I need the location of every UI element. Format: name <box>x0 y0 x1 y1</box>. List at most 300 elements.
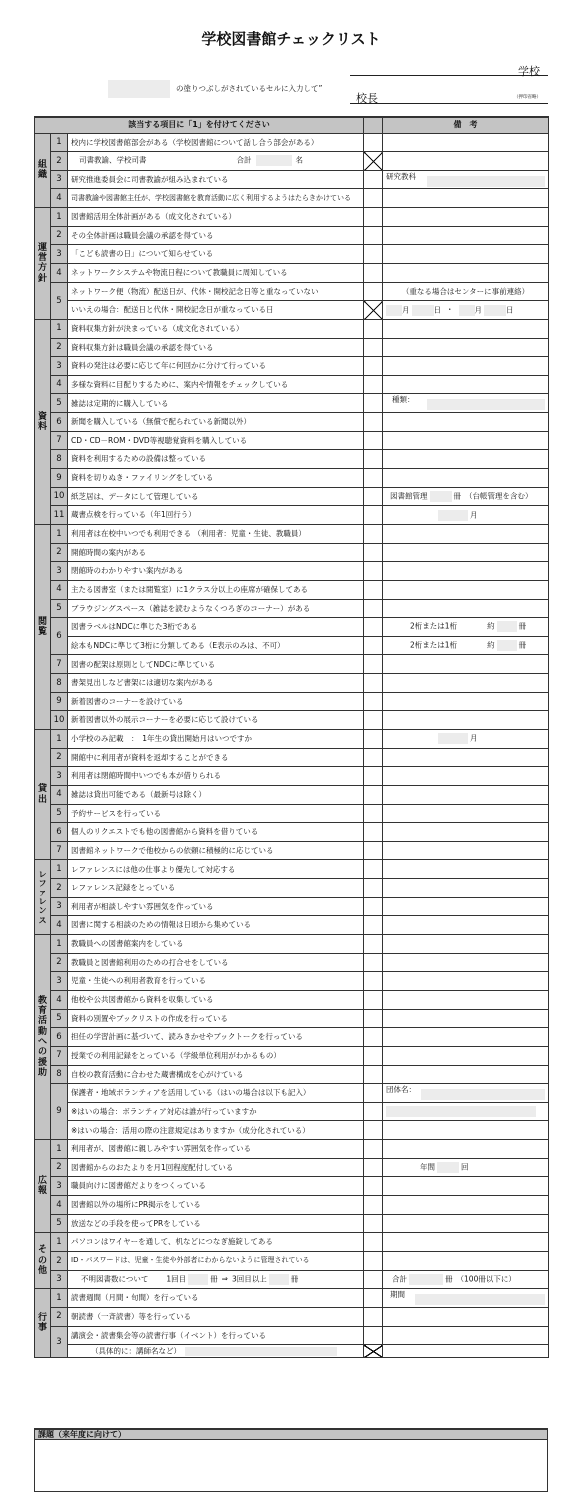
table-row <box>35 189 549 208</box>
group-name-label: 団体名： <box>386 1084 417 1094</box>
mark-cell[interactable] <box>364 245 383 264</box>
row-item: 図書館活用全体計画がある（成文化されている） <box>68 208 364 227</box>
missing-total-input[interactable] <box>409 1274 443 1285</box>
row-item: 書架見出しなど書架には適切な案内がある <box>68 674 364 693</box>
note-cell <box>383 599 549 618</box>
note-cell <box>383 1214 549 1233</box>
note-cell <box>383 431 549 450</box>
mark-cell[interactable] <box>364 1289 383 1308</box>
mark-cell[interactable] <box>364 263 383 282</box>
lending-start-month-input[interactable] <box>438 733 468 744</box>
note-cell <box>383 1121 549 1140</box>
row-item: レファレンス記録をとっている <box>68 879 364 898</box>
mark-cell[interactable] <box>364 319 383 338</box>
table-row <box>35 748 549 767</box>
mark-cell[interactable] <box>364 1270 383 1289</box>
row-item: 教職員と図書館利用のための打合せをしている <box>68 953 364 972</box>
note-cell <box>383 674 549 693</box>
row-item: 他校や公共図書館から資料を収集している <box>68 990 364 1009</box>
row-number: 2 <box>51 879 68 898</box>
row-item: パソコンはワイヤーを通して、机などにつなぎ施錠してある <box>68 1233 364 1252</box>
table-row <box>35 245 549 264</box>
mark-cell[interactable] <box>364 1140 383 1159</box>
note-cell <box>383 953 549 972</box>
row-item <box>68 1270 364 1289</box>
table-row <box>35 636 549 655</box>
row-item: ブラウジングスペース（雑誌を読むようなくつろぎのコーナー）がある <box>68 599 364 618</box>
mark-cell[interactable] <box>364 506 383 525</box>
total-label: 合計 <box>392 1274 408 1284</box>
row-number: 1 <box>51 1289 68 1308</box>
mark-cell[interactable] <box>364 1326 383 1345</box>
mark-cell[interactable] <box>364 469 383 488</box>
note-cell <box>383 1046 549 1065</box>
row-number: 2 <box>51 1307 68 1326</box>
mark-cell[interactable] <box>364 655 383 674</box>
note-cell <box>383 990 549 1009</box>
table-row <box>35 618 549 637</box>
unit-label: 冊 <box>518 640 527 650</box>
row-number: 3 <box>51 972 68 991</box>
mark-cell[interactable] <box>364 916 383 935</box>
mark-cell[interactable] <box>364 189 383 208</box>
row-item: 資料収集方針は職員会議の承認を得ている <box>68 338 364 357</box>
month-label: 月 <box>470 510 478 520</box>
table-row <box>35 711 549 730</box>
row-item: 新聞を購入している（無償で配られている新聞以外） <box>68 413 364 432</box>
table-row <box>35 599 549 618</box>
mark-cell[interactable] <box>364 1214 383 1233</box>
row-item: 司書教諭や図書館主任が、学校図書館を教育活動に広く利用するようはたらきかけている <box>68 189 364 208</box>
note-cell <box>383 823 549 842</box>
note-cell <box>383 1307 549 1326</box>
table-row <box>35 375 549 394</box>
row-item: 資料を切りぬき・ファイリングをしている <box>68 469 364 488</box>
row-number: 7 <box>51 841 68 860</box>
note-cell <box>383 860 549 879</box>
row-item: 多様な資料に目配りするために、案内や情報をチェックしている <box>68 375 364 394</box>
row-item: レファレンスには他の仕事より優先して対応する <box>68 860 364 879</box>
table-row <box>35 506 549 525</box>
row-item: 予約サービスを行っている <box>68 804 364 823</box>
mark-cell[interactable] <box>364 1028 383 1047</box>
table-row <box>35 785 549 804</box>
section-reference: レファレンス <box>35 860 51 935</box>
note-cell <box>383 263 549 282</box>
table-row <box>35 1065 549 1084</box>
table-row <box>35 674 549 693</box>
note-cell <box>383 916 549 935</box>
mark-cell[interactable] <box>364 1196 383 1215</box>
row-item: 主たる図書室（または閲覧室）に1クラス分以上の座席が確保してある <box>68 580 364 599</box>
mark-cell[interactable] <box>364 1307 383 1326</box>
mark-cell[interactable] <box>364 357 383 376</box>
magazine-types-label: 種類： <box>392 395 415 405</box>
mark-cell[interactable] <box>364 1233 383 1252</box>
note-cell <box>383 524 549 543</box>
event-detail-input[interactable] <box>185 1347 337 1356</box>
row-number: 7 <box>51 655 68 674</box>
table-row <box>35 1028 549 1047</box>
volunteer-contact-input[interactable] <box>383 1102 549 1121</box>
row-item: 「こども読書の日」について知らせている <box>68 245 364 264</box>
mark-cell[interactable] <box>364 375 383 394</box>
table-row <box>35 730 549 749</box>
note-cell <box>383 450 549 469</box>
row-number: 9 <box>51 469 68 488</box>
mark-cell[interactable] <box>364 618 383 637</box>
month1-input[interactable] <box>386 305 402 316</box>
mark-cell[interactable] <box>364 823 383 842</box>
row-number: 1 <box>51 730 68 749</box>
note-cell <box>383 879 549 898</box>
row-number: 4 <box>51 375 68 394</box>
table-row <box>35 562 549 581</box>
table-row <box>35 1121 549 1140</box>
section-shiryo: 資料 <box>35 319 51 524</box>
mark-cell[interactable] <box>364 767 383 786</box>
row-number: 5 <box>51 599 68 618</box>
picture-book-count-input[interactable] <box>497 640 517 651</box>
research-subject-label: 研究教科 <box>386 171 417 181</box>
row-item: 利用者が、図書館に親しみやすい雰囲気を作っている <box>68 1140 364 1159</box>
mark-cell[interactable] <box>364 394 383 413</box>
row-number: 3 <box>51 1270 68 1289</box>
staff-count-input[interactable] <box>256 155 292 166</box>
row-item: 絵本もNDCに準じて3桁に分類してある（E表示のみは、不可） <box>68 636 364 655</box>
approx-label: 約 <box>487 621 495 631</box>
inventory-month-input[interactable] <box>438 510 468 521</box>
note-cell <box>383 841 549 860</box>
table-row <box>35 1270 549 1289</box>
row-item: 図書に関する相談のための情報は日頃から集めている <box>68 916 364 935</box>
month2-input[interactable] <box>459 305 475 316</box>
row-item: 図書の配架は原則としてNDCに準じている <box>68 655 364 674</box>
row-number: 2 <box>51 1251 68 1270</box>
mark-cell[interactable] <box>364 524 383 543</box>
note-cell <box>383 1158 549 1177</box>
mark-cell[interactable] <box>364 785 383 804</box>
mark-cell[interactable] <box>364 450 383 469</box>
row-number: 4 <box>51 263 68 282</box>
first-check-count-input[interactable] <box>188 1274 208 1285</box>
row-item: 図書ラベルはNDCに準じた3桁である <box>68 618 364 637</box>
mark-cell[interactable] <box>364 1102 383 1121</box>
note-cell <box>383 1289 549 1308</box>
note-cell <box>383 580 549 599</box>
row-number: 3 <box>51 1326 68 1358</box>
table-row <box>35 972 549 991</box>
table-row <box>35 655 549 674</box>
header-notes: 備 考 <box>383 117 549 133</box>
times-label: 回 <box>461 1162 469 1172</box>
note-cell <box>383 972 549 991</box>
row-item: 放送などの手段を使ってPRをしている <box>68 1214 364 1233</box>
mark-cell[interactable] <box>364 953 383 972</box>
row-item: ID・パスワードは、児童・生徒や外部者にわからないように管理されている <box>68 1251 364 1270</box>
total-label: 合計 <box>236 155 252 165</box>
mark-cell[interactable] <box>364 1084 383 1103</box>
instruction-text: の塗りつぶしがされているセルに入力して” <box>176 84 323 93</box>
row-number: 1 <box>51 524 68 543</box>
mark-cell[interactable] <box>364 208 383 227</box>
mark-cell[interactable] <box>364 599 383 618</box>
day1-input[interactable] <box>412 305 434 316</box>
section-koho: 広報 <box>35 1140 51 1233</box>
unit-label: 冊 <box>445 1274 453 1284</box>
row-number: 3 <box>51 767 68 786</box>
row-number: 2 <box>51 226 68 245</box>
row-number: 4 <box>51 990 68 1009</box>
mark-cell[interactable] <box>364 170 383 189</box>
table-row <box>35 1289 549 1308</box>
row-item: 閉館時のわかりやすい案内がある <box>68 562 364 581</box>
label-digits-count-input[interactable] <box>497 621 517 632</box>
row-item: 利用者が相談しやすい雰囲気を作っている <box>68 897 364 916</box>
table-row <box>35 804 549 823</box>
row-number: 2 <box>51 748 68 767</box>
note-cell <box>383 413 549 432</box>
row-number: 7 <box>51 1046 68 1065</box>
table-row <box>35 133 549 152</box>
note-cell <box>383 767 549 786</box>
note-cell <box>383 506 549 525</box>
row-number: 8 <box>51 674 68 693</box>
row-number: 2 <box>51 1158 68 1177</box>
table-row <box>35 935 549 954</box>
note-cell <box>383 785 549 804</box>
magazine-types-input[interactable] <box>427 399 545 410</box>
third-check-count-input[interactable] <box>269 1274 289 1285</box>
row-number: 10 <box>51 711 68 730</box>
table-row <box>35 338 549 357</box>
table-row <box>35 431 549 450</box>
library-managed-label: 図書館管理 <box>390 491 428 501</box>
table-row <box>35 1009 549 1028</box>
issues-input[interactable] <box>34 1440 548 1492</box>
digit-label: 2桁または1桁 <box>410 640 458 650</box>
mark-cell[interactable] <box>364 282 383 301</box>
kamishibai-count-input[interactable] <box>430 491 452 502</box>
note-cell <box>383 1177 549 1196</box>
day2-input[interactable] <box>484 305 506 316</box>
note-cell <box>383 394 549 413</box>
reading-week-period-input[interactable] <box>415 1294 545 1305</box>
mark-cell[interactable] <box>364 748 383 767</box>
mark-cell[interactable] <box>364 879 383 898</box>
mark-cell[interactable] <box>364 990 383 1009</box>
table-row <box>35 1233 549 1252</box>
note-cell <box>383 487 549 506</box>
row-item: 教職員への図書館案内をしている <box>68 935 364 954</box>
row-item: 利用者は閉館時間中いつでも本が借りられる <box>68 767 364 786</box>
mark-cell[interactable] <box>364 935 383 954</box>
row-item: 講演会・読書集会等の読書行事（イベント）を行っている <box>68 1326 364 1345</box>
table-row <box>35 860 549 879</box>
row-item: 担任の学習計画に基づいて、読みきかせやブックトークを行っている <box>68 1028 364 1047</box>
issues-header: 課題（来年度に向けて） <box>34 1428 548 1440</box>
unit-label: 冊 <box>290 1274 299 1284</box>
mark-cell[interactable] <box>364 487 383 506</box>
month-label: 月 <box>474 305 483 315</box>
row-number: 11 <box>51 506 68 525</box>
row-item: 個人のリクエストでも他の図書館から資料を借りている <box>68 823 364 842</box>
table-row <box>35 1345 549 1358</box>
table-row <box>35 823 549 842</box>
row-number: 8 <box>51 1065 68 1084</box>
note-cell <box>383 655 549 674</box>
row-item: 資料を利用するための設備は整っている <box>68 450 364 469</box>
row-number: 4 <box>51 916 68 935</box>
section-soshiki: 組織 <box>35 133 51 208</box>
mark-cell[interactable] <box>364 730 383 749</box>
mark-cell[interactable] <box>364 674 383 693</box>
row-number: 3 <box>51 357 68 376</box>
row-item: 授業での利用記録をとっている（学級単位利用がわかるもの） <box>68 1046 364 1065</box>
table-row <box>35 1084 549 1103</box>
section-etsuran: 閲覧 <box>35 524 51 729</box>
note-cell <box>383 133 549 152</box>
table-row <box>35 1046 549 1065</box>
mark-cell[interactable] <box>364 431 383 450</box>
unit-label: 冊 <box>453 491 462 501</box>
row-number: 4 <box>51 785 68 804</box>
row-number: 3 <box>51 170 68 189</box>
row-item: ※はいの場合：活用の際の注意規定はありますか（成分化されている） <box>68 1121 364 1140</box>
table-row <box>35 1140 549 1159</box>
table-row <box>35 990 549 1009</box>
mark-cell[interactable] <box>364 580 383 599</box>
mark-cell[interactable] <box>364 413 383 432</box>
row-item: 児童・生徒への利用者教育を行っている <box>68 972 364 991</box>
volunteer-contact-field[interactable] <box>386 1106 536 1117</box>
yearly-label: 年間 <box>420 1162 436 1172</box>
day-label: 日 <box>433 305 442 315</box>
mark-cell[interactable] <box>364 692 383 711</box>
unit-label: 冊 <box>210 1274 218 1284</box>
row-item: 朝読書（一斉読書）等を行っている <box>68 1307 364 1326</box>
mark-cell[interactable] <box>364 133 383 152</box>
mark-cell[interactable] <box>364 711 383 730</box>
row-item: 図書館からのおたよりを月1回程度配付している <box>68 1158 364 1177</box>
row-item: 自校の教育活動に合わせた蔵書構成を心がけている <box>68 1065 364 1084</box>
row-number: 1 <box>51 1233 68 1252</box>
table-row <box>35 357 549 376</box>
row-item: ネットワークシステムや物流日程について教職員に周知している <box>68 263 364 282</box>
note-cell <box>383 711 549 730</box>
unit-label: 名 <box>295 155 303 165</box>
third-check-label: 3回目以上 <box>231 1274 267 1284</box>
mark-cell[interactable] <box>364 972 383 991</box>
ledger-note: （台帳管理を含む） <box>465 491 533 501</box>
row-item: 研究推進委員会に司書教諭が組み込まれている <box>68 170 364 189</box>
note-cell <box>383 152 549 171</box>
mark-cell[interactable] <box>364 897 383 916</box>
day-label: 日 <box>506 305 514 315</box>
mark-cell[interactable] <box>364 636 383 655</box>
row-number: 1 <box>51 208 68 227</box>
row-item: 開館中に利用者が資料を返却することができる <box>68 748 364 767</box>
row-number: 5 <box>51 1214 68 1233</box>
row-number: 3 <box>51 1177 68 1196</box>
mark-cell[interactable] <box>364 860 383 879</box>
mark-cell[interactable] <box>364 1177 383 1196</box>
row-item: 雑誌は定期的に購入している <box>68 394 364 413</box>
mark-cell-disabled <box>364 1345 383 1358</box>
row-number: 8 <box>51 450 68 469</box>
mark-cell[interactable] <box>364 804 383 823</box>
row-number: 6 <box>51 823 68 842</box>
note-cell <box>383 543 549 562</box>
mark-cell[interactable] <box>364 1009 383 1028</box>
staff-label: 司書教諭、学校司書 <box>79 155 147 165</box>
principal-name-line[interactable] <box>350 102 548 104</box>
table-row <box>35 897 549 916</box>
table-row <box>35 226 549 245</box>
row-item: CD・CD－ROM・DVD等視聴覚資料を購入している <box>68 431 364 450</box>
newsletter-count-input[interactable] <box>437 1162 459 1173</box>
mark-cell[interactable] <box>364 841 383 860</box>
row-item: 読書週間（月間・旬間）を行っている <box>68 1289 364 1308</box>
row-item: 小学校のみ記載 ： 1年生の貸出開始月はいつですか <box>68 730 364 749</box>
table-row <box>35 394 549 413</box>
note-cell <box>383 804 549 823</box>
mark-cell[interactable] <box>364 1121 383 1140</box>
missing-books-label: 不明図書数について <box>81 1274 149 1284</box>
table-row <box>35 208 549 227</box>
note-cell <box>383 1084 549 1103</box>
note-cell <box>383 1140 549 1159</box>
mark-cell[interactable] <box>364 543 383 562</box>
mark-cell[interactable] <box>364 1046 383 1065</box>
unit-label: 冊 <box>518 621 527 631</box>
row-number: 1 <box>51 319 68 338</box>
note-cell <box>383 469 549 488</box>
mark-cell[interactable] <box>364 1251 383 1270</box>
row-item: 資料の別置やブックリストの作成を行っている <box>68 1009 364 1028</box>
row-number: 2 <box>51 543 68 562</box>
table-row <box>35 319 549 338</box>
table-row <box>35 841 549 860</box>
period-label: 期間 <box>390 1290 406 1300</box>
note-cell <box>383 897 549 916</box>
table-row <box>35 953 549 972</box>
first-check-label: 1回目 <box>166 1274 187 1284</box>
mark-cell[interactable] <box>364 1065 383 1084</box>
mark-cell-disabled <box>364 152 383 171</box>
row-number: 1 <box>51 860 68 879</box>
note-cell: （重なる場合はセンターに事前連絡） <box>383 282 549 301</box>
row-number: 5 <box>51 282 68 319</box>
table-row <box>35 543 549 562</box>
row-number: 3 <box>51 245 68 264</box>
row-number: 3 <box>51 897 68 916</box>
research-subject-input[interactable] <box>427 176 545 187</box>
section-unei: 運営方針 <box>35 208 51 320</box>
mark-cell[interactable] <box>364 338 383 357</box>
group-name-input[interactable] <box>421 1089 545 1100</box>
mark-cell[interactable] <box>364 562 383 581</box>
section-gyoji: 行事 <box>35 1289 51 1358</box>
row-item: ネットワーク便（物流）配送日が、代休・開校記念日等と重なっていない <box>68 282 364 301</box>
row-item: 図書館ネットワークで他校からの依頼に積極的に応じている <box>68 841 364 860</box>
note-cell <box>383 208 549 227</box>
mark-cell[interactable] <box>364 1158 383 1177</box>
mark-cell[interactable] <box>364 226 383 245</box>
note-cell <box>383 935 549 954</box>
row-number: 2 <box>51 152 68 171</box>
table-row <box>35 469 549 488</box>
